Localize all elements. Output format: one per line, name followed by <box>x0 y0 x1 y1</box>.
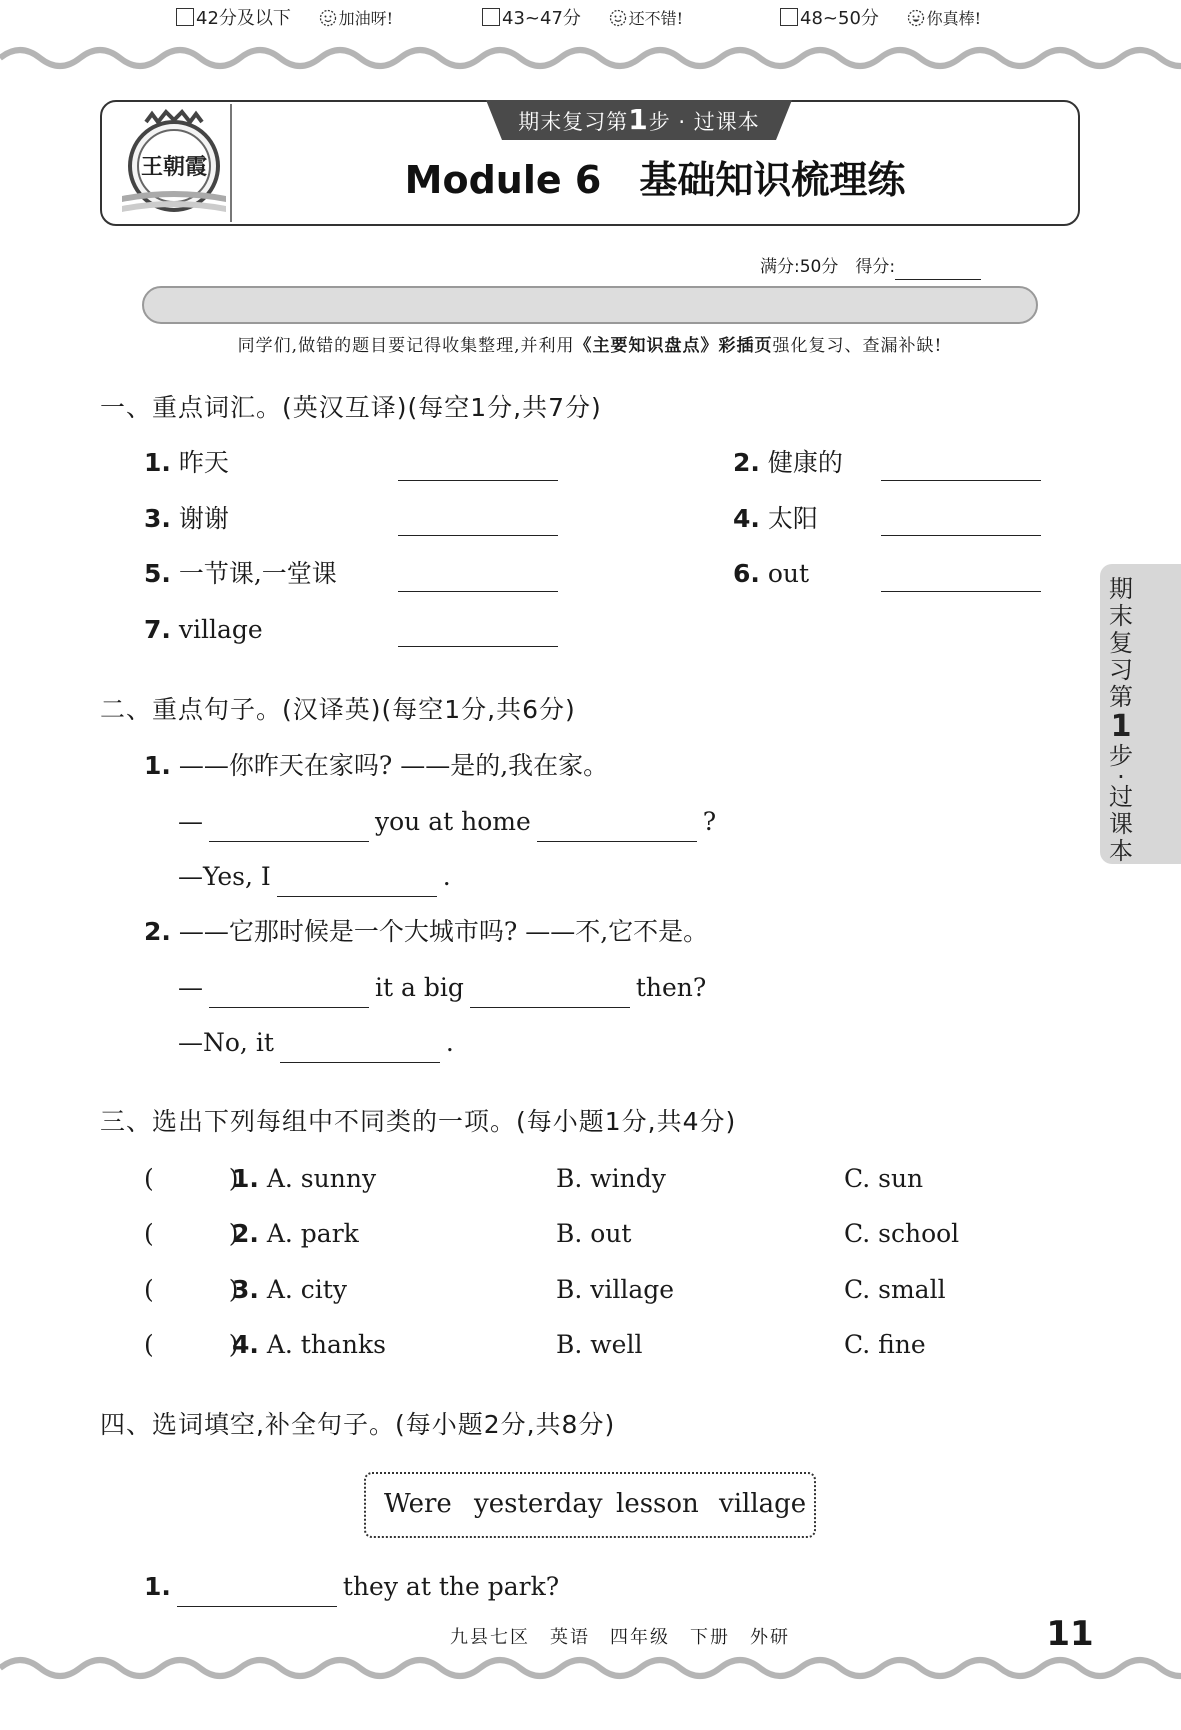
wavy-bottom-border <box>0 1648 1181 1688</box>
logo-text: 王朝霞 <box>140 154 208 180</box>
choice-b: B. well <box>556 1330 643 1359</box>
rating-option-high[interactable]: 48~50分 你真棒! <box>780 5 981 33</box>
answer-blank[interactable] <box>881 591 1041 592</box>
choice-row-1: 1. A. sunny <box>232 1164 377 1193</box>
answer-blank[interactable] <box>881 480 1041 481</box>
sentence-1-line-1: — you at home ? <box>178 802 716 842</box>
answer-blank[interactable] <box>280 1032 440 1063</box>
choice-b: B. out <box>556 1219 632 1248</box>
answer-blank[interactable] <box>398 535 558 536</box>
fill-sentence-1: 1. they at the park? <box>144 1567 559 1607</box>
choice-row-4: 4. A. thanks <box>232 1330 386 1359</box>
answer-blank[interactable] <box>398 480 558 481</box>
section-2-title: 二、重点句子。(汉译英)(每空1分,共6分) <box>100 695 576 724</box>
step-banner-suffix: 步 · 过课本 <box>648 110 760 134</box>
answer-paren[interactable]: ( ) <box>144 1330 239 1359</box>
notice-bold: 《主要知识盘点》彩插页 <box>574 336 773 356</box>
wavy-top-border <box>0 38 1181 78</box>
choice-c: C. sun <box>844 1164 924 1193</box>
choice-c: C. small <box>844 1275 946 1304</box>
choice-c: C. fine <box>844 1330 926 1359</box>
step-banner <box>486 100 792 140</box>
checkbox-icon[interactable] <box>780 8 798 26</box>
answer-blank[interactable] <box>277 866 437 897</box>
answer-paren[interactable]: ( ) <box>144 1164 239 1193</box>
page-title: Module 6 基础知识梳理练 <box>404 158 906 202</box>
choice-row-3: 3. A. city <box>232 1275 347 1304</box>
answer-paren[interactable]: ( ) <box>144 1219 239 1248</box>
step-banner-prefix: 期末复习第 <box>518 110 629 134</box>
logo-seal-icon <box>116 104 232 222</box>
logo-divider <box>230 104 232 222</box>
word-bank-item: yesterday <box>474 1489 603 1519</box>
answer-blank[interactable] <box>398 646 558 647</box>
choice-row-2: 2. A. park <box>232 1219 359 1248</box>
sentence-1-prompt: 1. ——你昨天在家吗? ——是的,我在家。 <box>144 751 609 780</box>
sentence-2-line-2: —No, it . <box>178 1023 454 1063</box>
answer-paren[interactable]: ( ) <box>144 1275 239 1304</box>
section-3-title: 三、选出下列每组中不同类的一项。(每小题1分,共4分) <box>100 1107 737 1136</box>
answer-blank[interactable] <box>470 977 630 1008</box>
vocab-item-2: 2. 健康的 <box>733 448 843 477</box>
choice-b: B. windy <box>556 1164 666 1193</box>
word-bank-item: lesson <box>616 1489 699 1519</box>
rating-option-low[interactable]: 42分及以下 加油呀! <box>176 5 393 33</box>
checkbox-icon[interactable] <box>176 8 194 26</box>
rating-option-mid[interactable]: 43~47分 还不错! <box>482 5 683 33</box>
section-4-title: 四、选词填空,补全句子。(每小题2分,共8分) <box>100 1410 616 1439</box>
choice-b: B. village <box>556 1275 675 1304</box>
full-score-label: 满分:50分 <box>760 257 839 277</box>
rating-bar <box>142 286 1038 324</box>
step-banner-number: 1 <box>628 103 649 136</box>
word-bank-item: village <box>719 1489 807 1519</box>
answer-blank[interactable] <box>209 811 369 842</box>
footer-text: 九县七区 英语 四年级 下册 外研 <box>450 1627 790 1648</box>
notice-text: 同学们,做错的题目要记得收集整理,并利用《主要知识盘点》彩插页强化复习、查漏补缺! <box>237 336 943 356</box>
sentence-1-line-2: —Yes, I . <box>178 857 451 897</box>
smile-face-icon <box>609 9 627 27</box>
answer-blank[interactable] <box>177 1576 337 1607</box>
word-bank-item: Were <box>384 1489 452 1519</box>
section-1-title: 一、重点词汇。(英汉互译)(每空1分,共7分) <box>100 393 602 422</box>
vocab-item-4: 4. 太阳 <box>733 504 818 533</box>
vocab-item-3: 3. 谢谢 <box>144 504 229 533</box>
sentence-2-prompt: 2. ——它那时候是一个大城市吗? ——不,它不是。 <box>144 917 709 946</box>
sentence-2-line-1: — it a big then? <box>178 968 706 1008</box>
vocab-item-5: 5. 一节课,一堂课 <box>144 559 337 588</box>
vocab-item-7: 7. village <box>144 615 263 644</box>
side-tab-text: 期 末 复 习 第 1 步 · 过 课 本 <box>1109 575 1133 865</box>
answer-blank[interactable] <box>209 977 369 1008</box>
page-number: 11 <box>1046 1614 1094 1654</box>
score-line <box>760 254 1040 280</box>
vocab-item-6: 6. out <box>733 559 810 588</box>
answer-blank[interactable] <box>537 811 697 842</box>
answer-blank[interactable] <box>398 591 558 592</box>
choice-c: C. school <box>844 1219 960 1248</box>
vocab-item-1: 1. 昨天 <box>144 448 229 477</box>
score-blank[interactable] <box>895 261 981 280</box>
answer-blank[interactable] <box>881 535 1041 536</box>
cheer-face-icon <box>319 9 337 27</box>
happy-face-icon <box>907 9 925 27</box>
got-score-label: 得分: <box>855 257 896 277</box>
checkbox-icon[interactable] <box>482 8 500 26</box>
